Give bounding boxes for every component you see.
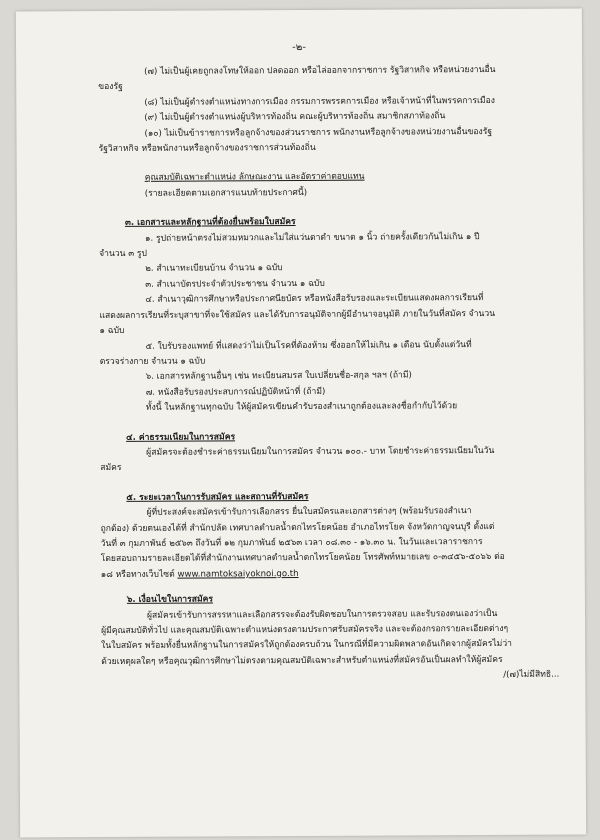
conditions-text-1: ผู้สมัครเข้ารับการสรรหาและเลือกสรรจะต้องรับผิดชอบในการตรวจสอบ และรับรองตนเองว่าเป็น <box>146 608 498 621</box>
document-item-7: ๗. หนังสือรับรองประสบการณ์ปฏิบัติหน้าที่ (ถ้ามี) <box>145 386 326 398</box>
qualification-item-7: (๗) ไม่เป็นผู้เคยถูกลงโทษให้ออก ปลดออก หรือไล่ออกจากราชการ รัฐวิสาหกิจ หรือหน่วยงานอื่น <box>144 64 496 77</box>
document-item-4: ๔. สำเนาวุฒิการศึกษาหรือประกาศนียบัตร หรือหนังสือรับรองและระเบียนแสดงผลการเรียนที่ <box>145 293 484 306</box>
fee-text: ผู้สมัครจะต้องชำระค่าธรรมเนียมในการสมัคร จำนวน ๑๐๐.- บาท โดยชำระค่าธรรมเนียมในวัน <box>146 445 495 458</box>
qualification-item-7-cont: ของรัฐ <box>98 82 123 93</box>
document-item-3: ๓. สำเนาบัตรประจำตัวประชาชน จำนวน ๑ ฉบับ <box>145 278 325 290</box>
period-text-5-prefix: ๑๘ หรือทางเว็บไซต์ <box>100 569 178 580</box>
document-item-4-cont: แสดงผลการเรียนที่ระบุสาขาที่จะใช้สมัคร และได้รับการอนุมัติจากผู้มีอำนาจอนุมัติ ภายในวันที่สมัคร จำนวน <box>99 308 496 321</box>
specific-qualifications-title: คุณสมบัติเฉพาะตำแหน่ง ลักษณะงาน และอัตราค่าตอบแทน <box>144 172 365 184</box>
qualification-item-10-cont: รัฐวิสาหกิจ หรือพนักงานหรือลูกจ้างของราชการส่วนท้องถิ่น <box>98 142 316 155</box>
conditions-text-4: ด้วยเหตุผลใดๆ หรือคุณวุฒิการศึกษาไม่ตรงตามคุณสมบัติเฉพาะสำหรับตำแหน่งที่สมัครอันเป็นผลทำให้ผู้สมัคร <box>101 654 503 667</box>
conditions-text-3: ในใบสมัคร พร้อมทั้งยื่นหลักฐานในการสมัครให้ถูกต้องครบถ้วน ในกรณีที่มีความผิดพลาดอันเกิดจากผู้สมัครไม่ว่า <box>101 639 513 652</box>
section-4-title: ๔. ค่าธรรมเนียมในการสมัคร <box>126 431 236 443</box>
period-text-4: โดยสอบถามรายละเอียดได้ที่สำนักงานเทศบาลตำบลน้ำตกไทรโยคน้อย โทรศัพท์หมายเลข ๐-๓๔๕๖-๕๐๖๖ ต่อ <box>100 552 505 565</box>
document-item-5: ๕. ใบรับรองแพทย์ ที่แสดงว่าไม่เป็นโรคที่ต้องห้าม ซึ่งออกให้ไม่เกิน ๑ เดือน นับตั้งแต่วันที่ <box>145 339 472 352</box>
qualification-item-8: (๘) ไม่เป็นผู้ดำรงตำแหน่งทางการเมือง กรรมการพรรคการเมือง หรือเจ้าหน้าที่ในพรรคการเมือง <box>144 95 495 108</box>
document-item-2: ๒. สำเนาทะเบียนบ้าน จำนวน ๑ ฉบับ <box>145 263 283 275</box>
period-text-2: ถูกต้อง) ด้วยตนเองได้ที่ สำนักปลัด เทศบาลตำบลน้ำตกไทรโยคน้อย อำเภอไทรโยค จังหวัดกาญจนบุรี ตั้งแต่ <box>100 521 495 534</box>
continued-marker: /(๗)ไม่มีสิทธิ... <box>503 669 560 681</box>
document-page <box>16 9 586 838</box>
document-body <box>98 63 559 686</box>
qualification-item-10: (๑๐) ไม่เป็นข้าราชการหรือลูกจ้างของส่วนราชการ พนักงานหรือลูกจ้างของหน่วยงานอื่นของรัฐ <box>144 126 493 139</box>
specific-qualifications-note: (รายละเอียดตามเอกสารแนบท้ายประกาศนี้) <box>144 187 308 199</box>
section-5-title: ๕. ระยะเวลาในการรับสมัคร และสถานที่รับสมัคร <box>126 491 309 503</box>
document-item-5-cont: ตรวจร่างกาย จำนวน ๑ ฉบับ <box>99 356 206 367</box>
section-3-title: ๓. เอกสารและหลักฐานที่ต้องยื่นพร้อมใบสมัคร <box>124 217 296 229</box>
fee-text-cont: สมัคร <box>100 463 122 474</box>
document-item-1: ๑. รูปถ่ายหน้าตรงไม่สวมหมวกและไม่ใส่แว่นตาดำ ขนาด ๑ นิ้ว ถ่ายครั้งเดียวกันไม่เกิน ๑ ปี <box>145 231 480 244</box>
document-item-4-cont2: ๑ ฉบับ <box>99 326 125 337</box>
conditions-text-2: ผู้มีคุณสมบัติทั่วไป และคุณสมบัติเฉพาะตำแหน่งตรงตามประกาศรับสมัครจริง และจะต้องกรอกรายละเอียดต่างๆ <box>101 623 509 637</box>
period-text-1: ผู้ที่ประสงค์จะสมัครเข้ารับการเลือกสรร ยื่นใบสมัครและเอกสารต่างๆ (พร้อมรับรองสำเนา <box>146 506 472 518</box>
document-item-6: ๖. เอกสารหลักฐานอื่นๆ เช่น ทะเบียนสมรส ใบเปลี่ยนชื่อ-สกุล ฯลฯ (ถ้ามี) <box>145 370 412 383</box>
section-6-title: ๖. เงื่อนไขในการสมัคร <box>126 594 214 606</box>
document-note: ทั้งนี้ ในหลักฐานทุกฉบับ ให้ผู้สมัครเขียนคำรับรองสำเนาถูกต้องและลงชื่อกำกับไว้ด้วย <box>145 401 458 413</box>
qualification-item-9: (๙) ไม่เป็นผู้ดำรงตำแหน่งผู้บริหารท้องถิ่น คณะผู้บริหารท้องถิ่น สมาชิกสภาท้องถิ่น <box>144 111 446 124</box>
website-link[interactable]: www.namtoksaiyoknoi.go.th <box>177 568 299 580</box>
page-number: -๒- <box>292 41 306 54</box>
document-item-1-cont: จำนวน ๓ รูป <box>99 248 147 260</box>
period-text-3: วันที่ ๓ กุมภาพันธ์ ๒๕๖๓ ถึงวันที่ ๑๒ กุมภาพันธ์ ๒๕๖๓ เวลา ๐๘.๓๐ - ๑๖.๓๐ น. ในวันและเวลาราชการ <box>100 537 483 550</box>
